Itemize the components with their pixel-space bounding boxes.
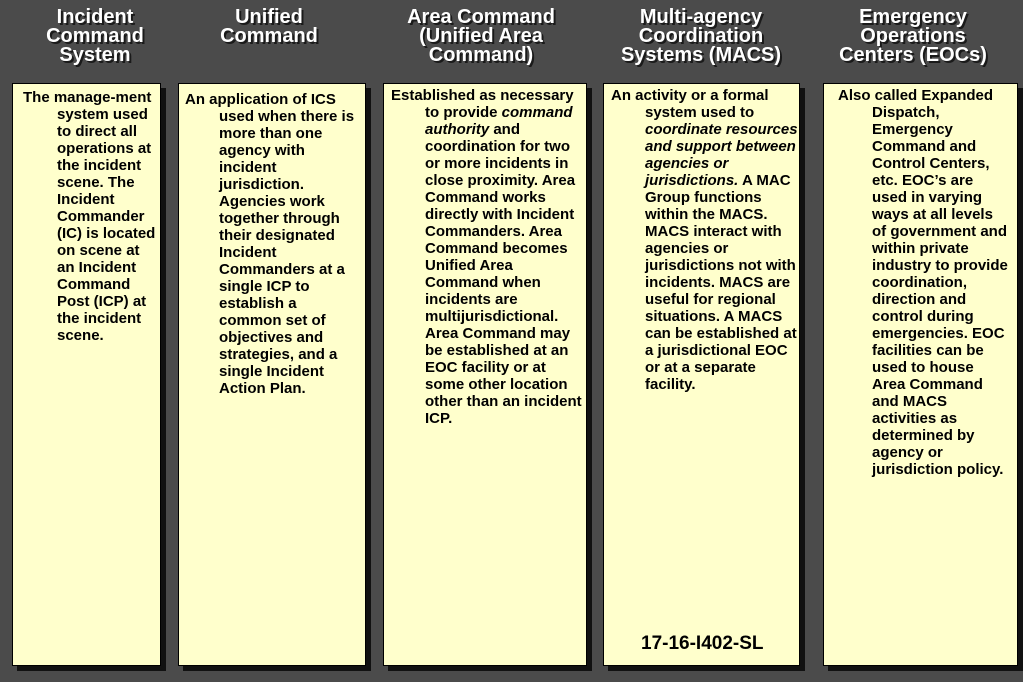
header-line: Command (46, 25, 144, 47)
description-macs (611, 87, 799, 393)
header-line: Multi-agency (639, 6, 763, 28)
description-text: The manage-ment system used to direct all operations at the incident scene. The Incident Commander (IC) is located on scene at an Incident Command Post (ICP) at the incident scene. (23, 89, 156, 344)
header-area-command (382, 8, 580, 65)
header-line: System (59, 44, 131, 66)
header-line: Coordination (638, 25, 764, 47)
header-macs (603, 8, 799, 65)
header-line: Systems (MACS) (620, 44, 782, 66)
header-eocs (824, 8, 1002, 65)
header-line: Command) (428, 44, 534, 66)
emphasis-text: command authority (425, 104, 573, 138)
header-unified-command (190, 8, 348, 46)
description-text: An application of ICS used when there is more than one agency with incident jurisdiction. Agencies work together through their designated Incident Commanders at a single ICP to establish a common set of objectives and strategies, and a single Incident Action Plan. (185, 91, 355, 397)
description-unified-command (185, 91, 363, 397)
slide-code: 17-16-I402-SL (641, 633, 764, 654)
header-line: Unified (235, 6, 303, 28)
text-run: An activity or a formal system used to (611, 87, 769, 121)
header-line: Emergency (859, 6, 967, 28)
description-eocs (838, 87, 1008, 478)
header-line: Operations (860, 25, 966, 47)
header-line: Centers (EOCs) (839, 44, 987, 66)
description-text (391, 87, 585, 427)
description-text: Also called Expanded Dispatch, Emergency Command and Control Centers, etc. EOC’s are used in varying ways at all levels of government and within private industry to provide coordination, direction and control during emergencies. EOC facilities can be used to house Area Command and MACS activities as determined by agency or jurisdiction policy. (838, 87, 1008, 478)
description-text (611, 87, 799, 393)
text-run: Established as necessary to provide (391, 87, 574, 121)
header-line: Area Command (407, 6, 555, 28)
emphasis-text: coordinate resources and support between agencies or jurisdictions. (645, 121, 798, 189)
header-incident-command-system (22, 8, 168, 65)
header-line: (Unified Area (419, 25, 543, 47)
description-area-command (391, 87, 585, 427)
header-line: Incident (56, 6, 134, 28)
header-line: Command (220, 25, 318, 47)
description-incident-command-system (23, 89, 157, 344)
text-run: and coordination for two or more incidents in close proximity. Area Command works directly with Incident Commanders. Area Command becomes Unified Area Command when incidents are multijurisdictional. Area Command may be established at an EOC facility or at some other location other than an incident ICP. (425, 121, 582, 427)
text-run: A MAC Group functions within the MACS. MACS interact with agencies or jurisdictions not with incidents. MACS are useful for regional situations. A MACS can be established at a jurisdictional EOC or at a separate facility. (645, 172, 797, 393)
